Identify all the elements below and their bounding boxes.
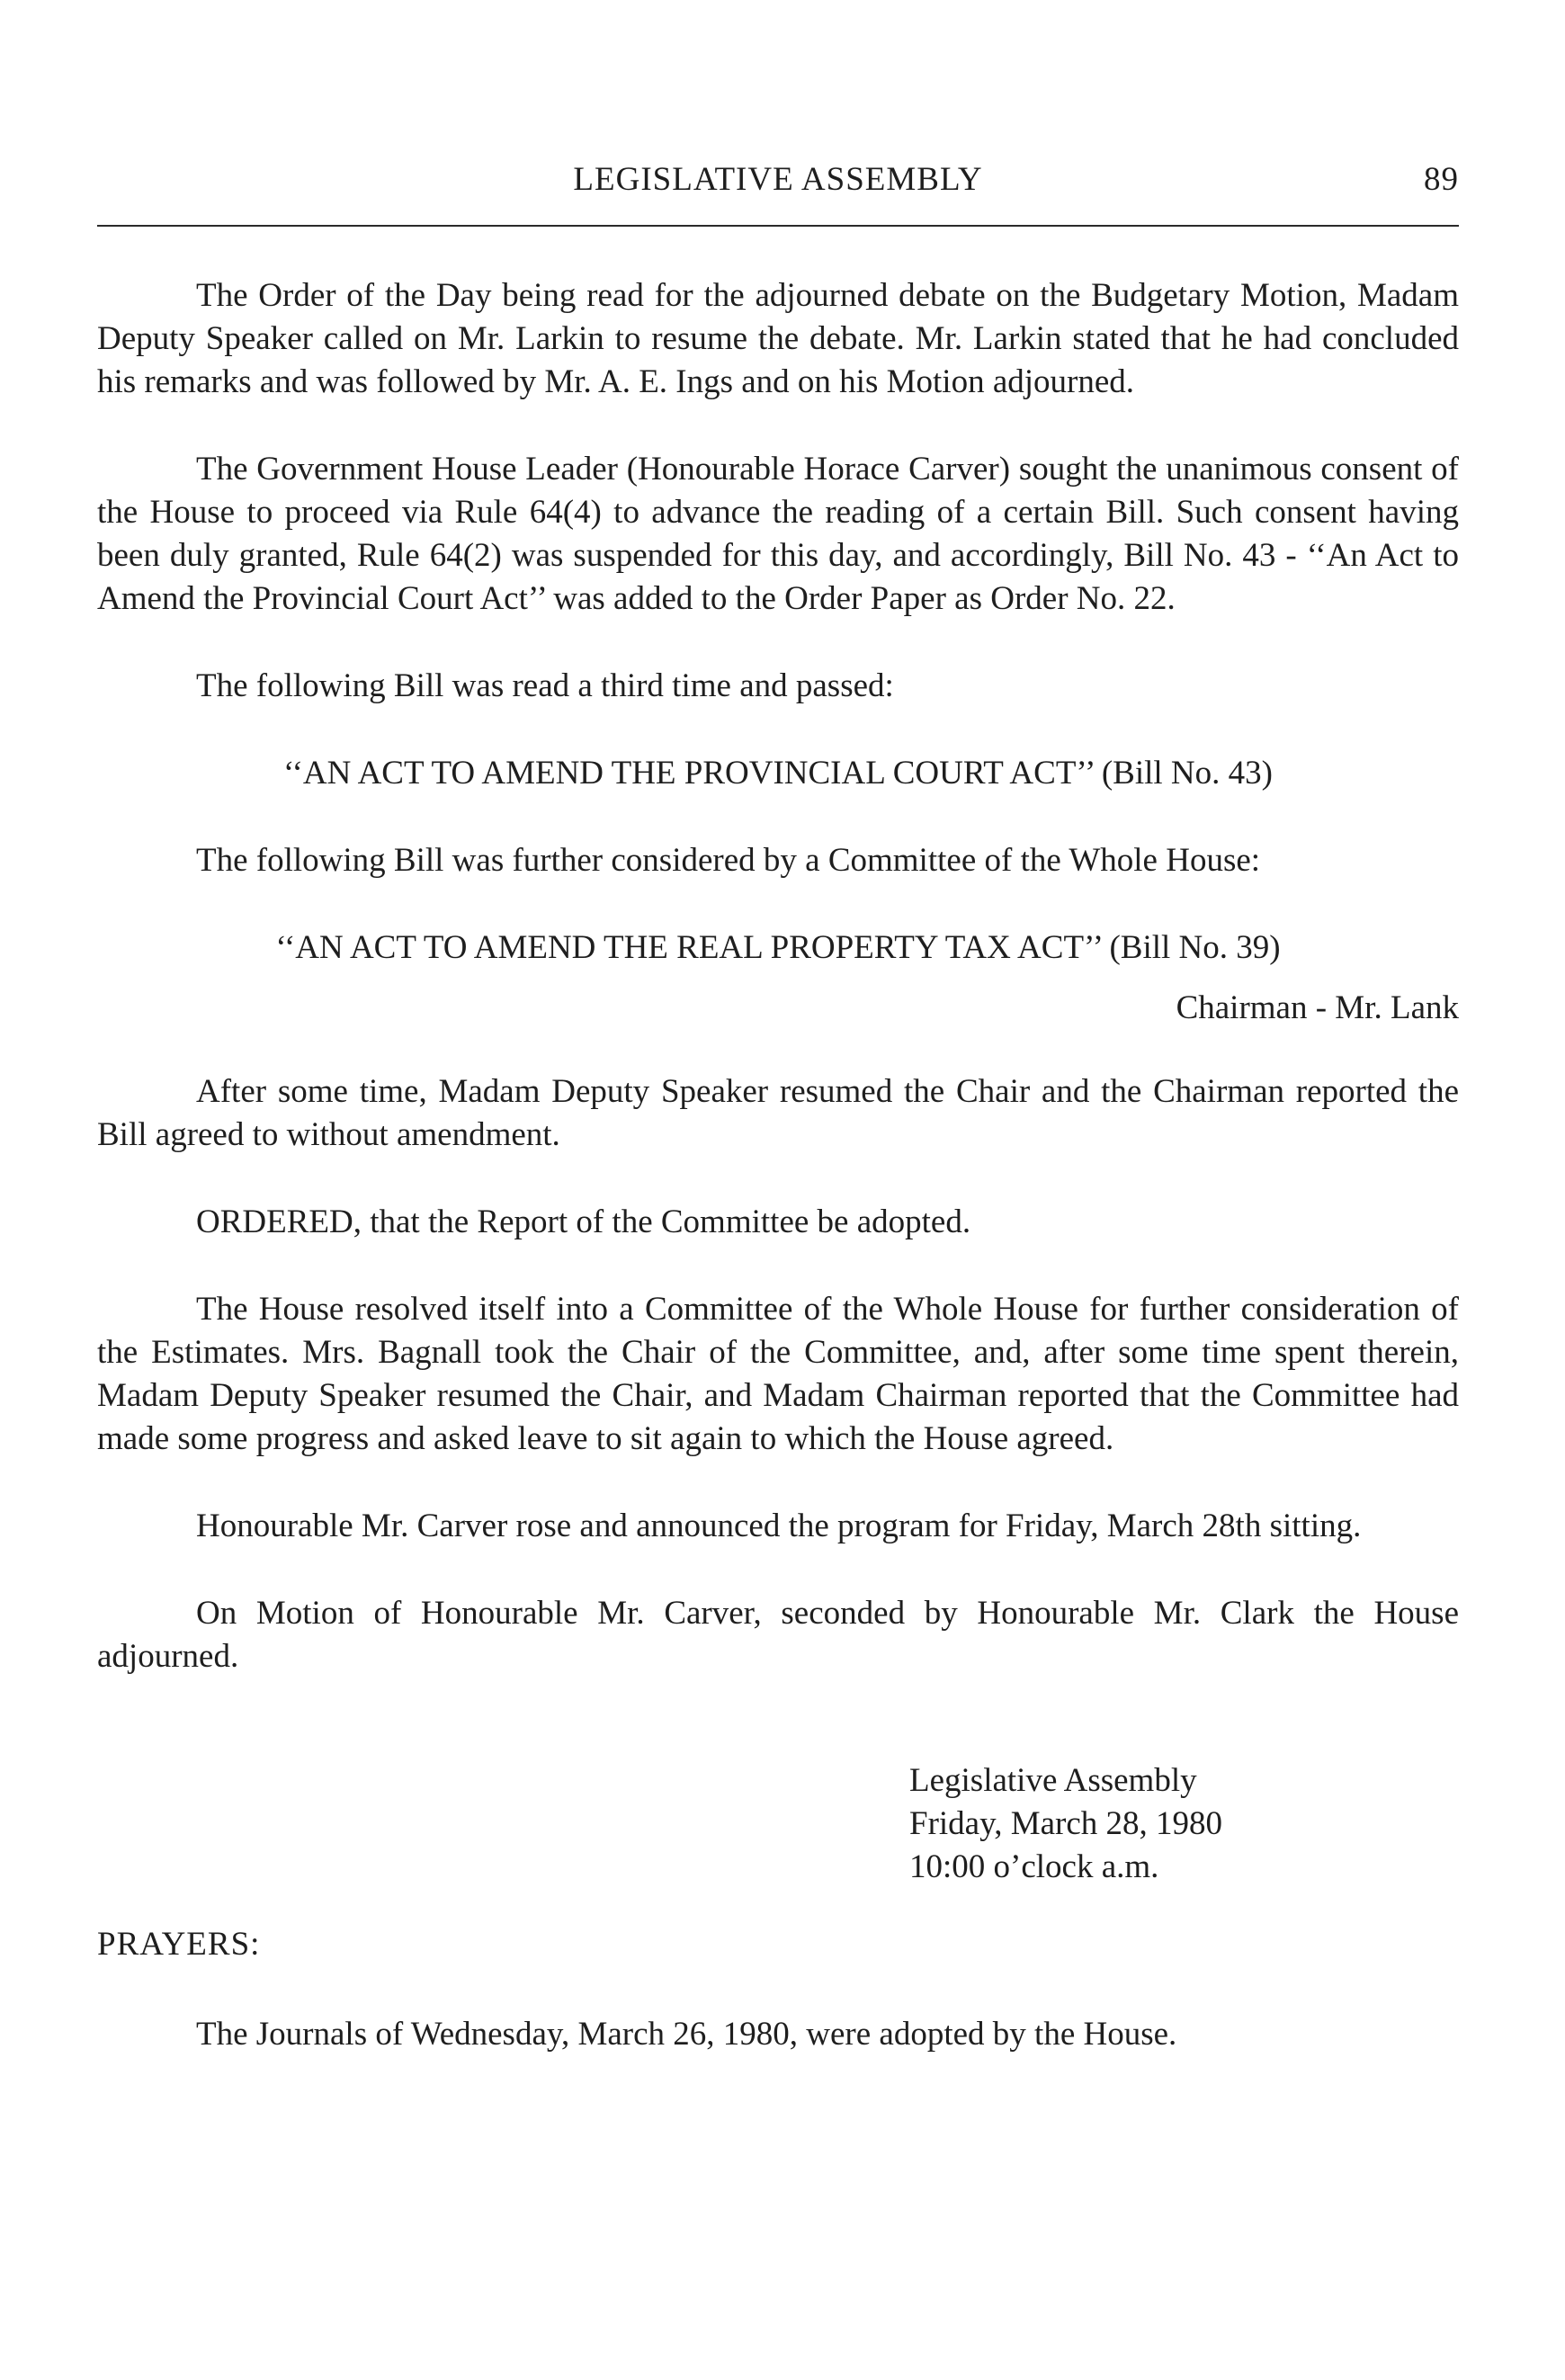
paragraph-third-reading: The following Bill was read a third time and passed: (196, 667, 894, 704)
paragraph-committee-consideration: The following Bill was further considered by a Committee of the Whole House: (196, 842, 1261, 879)
journal-page (97, 153, 1459, 2053)
paragraph-bill-reported: After some time, Madam Deputy Speaker resumed the Chair and the Chairman reported the Bill agreed to without amendment. (97, 1073, 1459, 1153)
chairman-line: Chairman - Mr. Lank (1176, 989, 1459, 1026)
header-rule (97, 225, 1459, 227)
page-header (97, 153, 1459, 203)
running-title: LEGISLATIVE ASSEMBLY (573, 161, 983, 198)
paragraph-budgetary-debate: The Order of the Day being read for the adjourned debate on the Budgetary Motion, Madam Deputy Speaker called on Mr. Larkin to resume the debate. Mr. Larkin stated that he had concluded his remarks and was followed by Mr. A. E. Ings and on his Motion adjourned. (97, 277, 1459, 400)
prayers-heading: PRAYERS: (97, 1926, 261, 1963)
bill-title-43: ‘‘AN ACT TO AMEND THE PROVINCIAL COURT ACT’’ (Bill No. 43) (283, 755, 1273, 792)
sitting-date-block (909, 1759, 1459, 1889)
page-number: 89 (1424, 161, 1459, 198)
paragraph-adjournment: On Motion of Honourable Mr. Carver, seconded by Honourable Mr. Clark the House adjourned. (97, 1595, 1459, 1675)
paragraph-estimates: The House resolved itself into a Committee of the Whole House for further consideration of the Estimates. Mrs. Bagnall took the Chair of the Committee, and, after some time spent therein, Madam Deputy Speaker resumed the Chair, and Madam Chairman reported that the Committee had made some progress and asked leave to sit again to which the House agreed. (97, 1291, 1459, 1457)
sitting-time: 10:00 o’clock a.m. (909, 1848, 1159, 1885)
sitting-date: Friday, March 28, 1980 (909, 1805, 1223, 1842)
paragraph-program-announcement: Honourable Mr. Carver rose and announced the program for Friday, March 28th sitting. (196, 1508, 1362, 1544)
paragraph-ordered: ORDERED, that the Report of the Committee be adopted. (196, 1203, 971, 1240)
paragraph-journals-adopted: The Journals of Wednesday, March 26, 1980, were adopted by the House. (196, 2016, 1177, 2053)
sitting-assembly: Legislative Assembly (909, 1762, 1197, 1799)
page-body (97, 274, 1459, 2100)
paragraph-unanimous-consent: The Government House Leader (Honourable Horace Carver) sought the unanimous consent of the House to proceed via Rule 64(4) to advance the reading of a certain Bill. Such consent having been duly granted, Rule 64(2) was suspended for this day, and accordingly, Bill No. 43 - ‘‘An Act to Amend the Provincial Court Act’’ was added to the Order Paper as Order No. 22. (97, 451, 1459, 617)
bill-title-39: ‘‘AN ACT TO AMEND THE REAL PROPERTY TAX ACT’’ (Bill No. 39) (275, 929, 1281, 966)
